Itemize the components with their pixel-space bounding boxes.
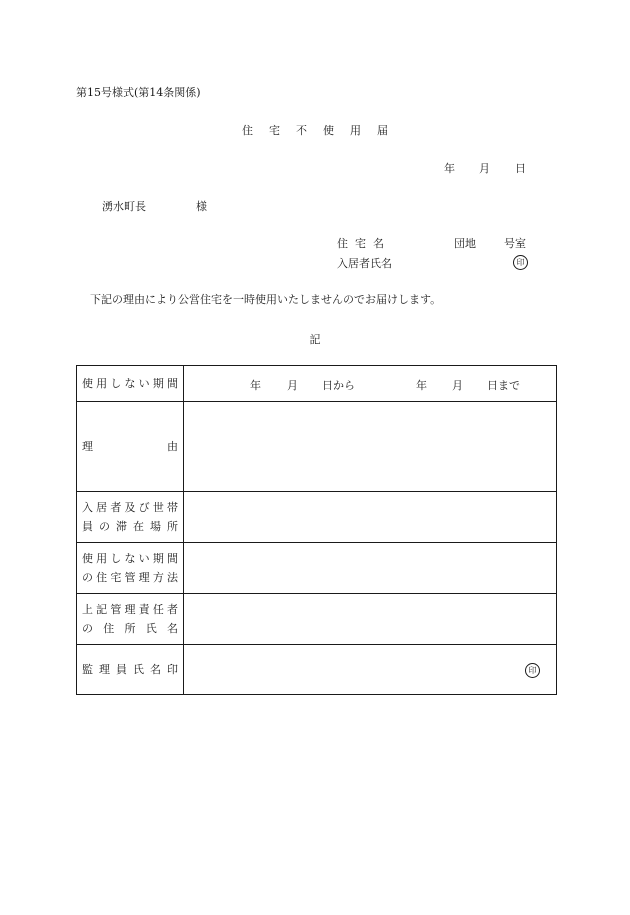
inspector-label: 監理員氏名印 [77,645,184,695]
addressee-name: 湧水町長 [102,200,146,213]
to-day-label: 日まで [487,379,520,392]
to-year-label: 年 [416,379,427,392]
period-row [77,366,557,402]
seal-stamp-icon: 印 [513,255,528,270]
ki-heading: 記 [309,333,321,346]
seal-stamp-icon: 印 [525,663,540,678]
reason-field[interactable] [184,402,557,492]
management-label: 使用しない期間 の住宅管理方法 [77,543,184,594]
form-number: 第15号様式(第14条関係) [76,86,201,99]
from-year-label: 年 [250,379,261,392]
period-label: 使用しない期間 [77,366,184,402]
manager-field[interactable] [184,594,557,645]
resident-name-label: 入居者氏名 [337,257,392,270]
manager-label: 上記管理責任者 の住所氏名 [77,594,184,645]
manager-row [77,594,557,645]
document-title: 住宅不使用届 [242,124,404,137]
location-row [77,492,557,543]
inspector-field[interactable] [184,645,557,695]
room-number-label: 号室 [504,237,526,250]
management-field[interactable] [184,543,557,594]
date-day-label: 日 [515,162,526,175]
form-table [76,365,557,695]
from-month-label: 月 [287,379,298,392]
statement-text: 下記の理由により公営住宅を一時使用いたしませんのでお届けします。 [90,293,442,306]
location-label: 入居者及び世帯 員の滞在場所 [77,492,184,543]
period-field[interactable] [184,366,557,402]
location-field[interactable] [184,492,557,543]
inspector-row [77,645,557,695]
to-month-label: 月 [452,379,463,392]
housing-name-label: 住宅名 [337,237,391,250]
reason-row [77,402,557,492]
reason-label: 理 由 [77,402,184,492]
from-day-label: 日から [322,379,355,392]
date-year-label: 年 [444,162,455,175]
management-row [77,543,557,594]
date-month-label: 月 [479,162,490,175]
addressee-honorific: 様 [196,200,207,213]
danchi-label: 団地 [454,237,476,250]
